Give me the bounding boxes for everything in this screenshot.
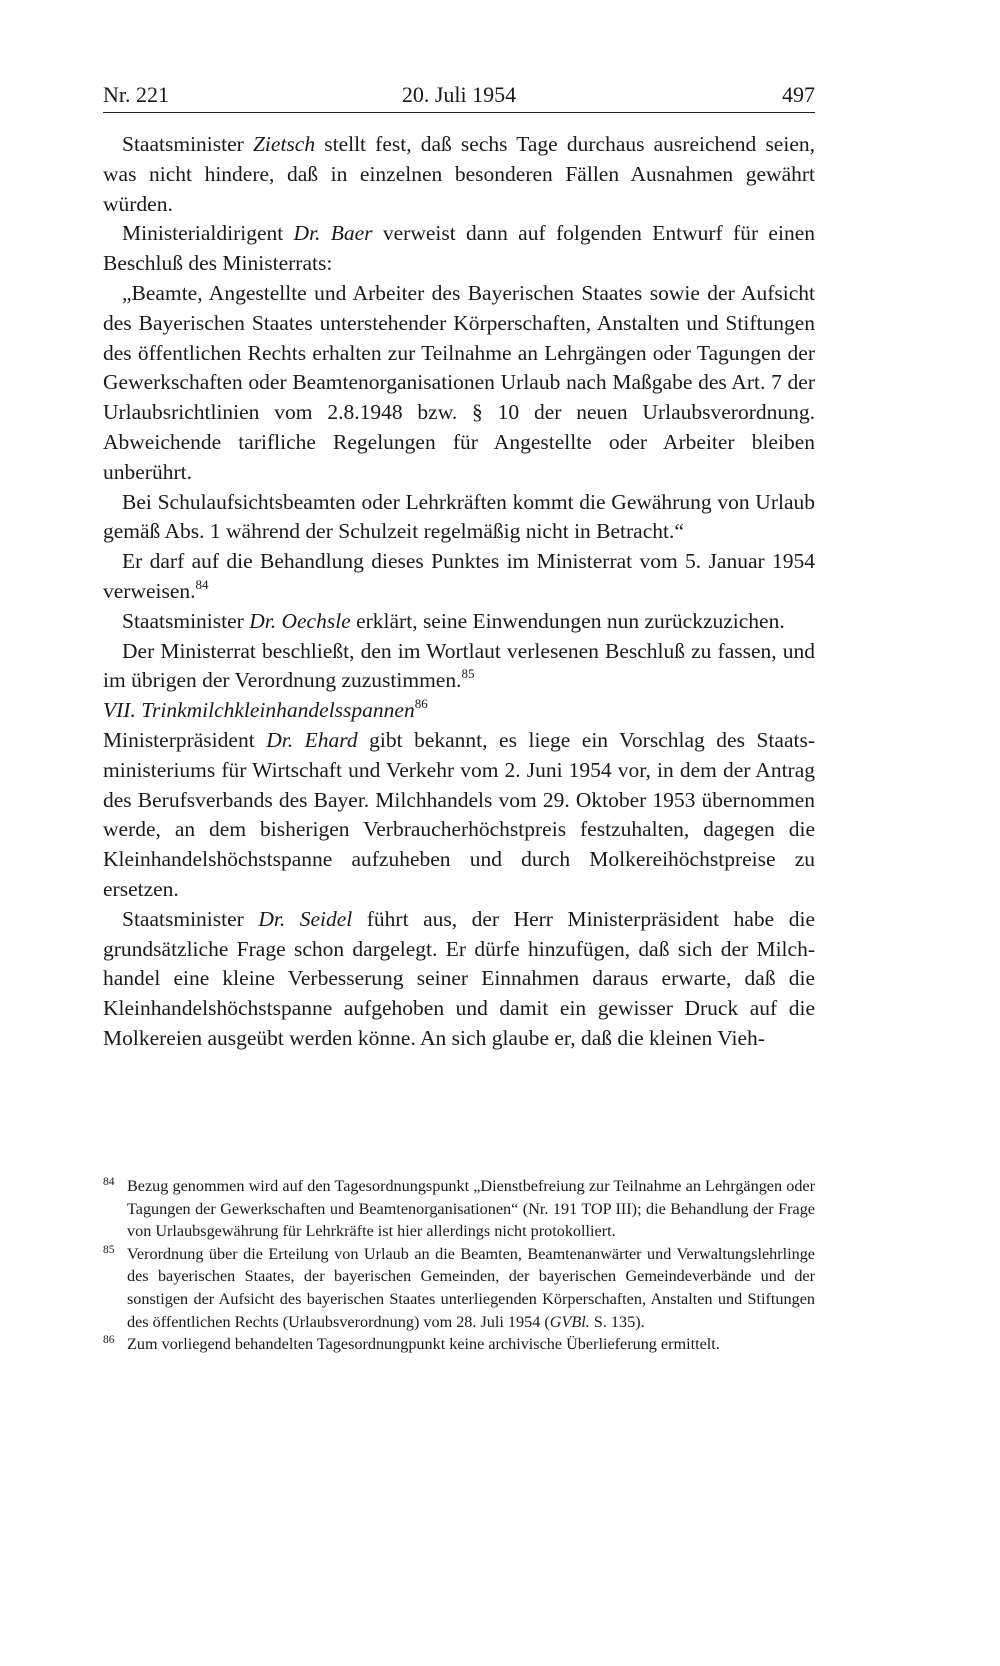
- speaker-name: Dr. Oechsle: [249, 608, 351, 633]
- footnote-number: 86: [103, 1334, 115, 1347]
- paragraph-draft-resolution: „Beamte, Angestellte und Arbeiter des Bayerischen Staates sowie der Aufsicht des Bayerischen Staates unterstehender Körperschaften, Anstalten und Stiftungen des öffentlichen Rechts erhalten zur Teilnahme an Lehrgängen oder Tagungen der Gewerkschaften oder Beamtenorganisationen Urlaub nach Maßgabe des Art. 7 der Urlaubsrichtlinien vom 2.8.1948 bzw. § 10 der neuen Urlaubsverordnung. Abweichende tarifliche Regelungen für Angestellte oder Arbeiter bleiben unberührt.: [103, 280, 815, 484]
- body-text: [103, 130, 815, 1054]
- footnote-number: 85: [103, 1243, 115, 1256]
- footnotes: [103, 1175, 815, 1356]
- footnote-86: 86 Zum vorliegend behandelten Tagesordnungpunkt keine archivische Überlieferung ermittelt.: [103, 1333, 815, 1356]
- document-number: Nr. 221: [103, 82, 169, 107]
- footnote-85: 85 Verordnung über die Erteilung von Urlaub an die Beamten, Beamtenanwärter und Verwaltungslehrlinge des bayerischen Staates, der bayerischen Gemeinden, der bayerischen Gemeindeverbände und der sonstigen der Aufsicht des bayerischen Staates unterliegenden Körperschaften, Anstalten und Stiftungen des öffentlichen Rechts (Urlaubsverordnung) vom 28. Juli 1954 (GVBl. S. 135).: [103, 1243, 815, 1333]
- header-rule: [103, 112, 815, 113]
- speaker-name: Dr. Baer: [293, 221, 373, 246]
- paragraph-baer: Ministerialdirigent Dr. Baer verweist dann auf folgenden Entwurf für einen Beschluß des Ministerrats:: [103, 221, 815, 276]
- speaker-name: Zietsch: [252, 132, 316, 156]
- speaker-name: Dr. Seidel: [258, 906, 353, 931]
- paragraph-oechsle: Staatsminister Dr. Oechsle erklärt, seine Einwendungen nun zurückzuzichen.: [122, 608, 785, 633]
- footnote-84: 84 Bezug genommen wird auf den Tagesordnungspunkt „Dienstbefreiung zur Teilnahme an Lehrgängen oder Tagungen der Gewerkschaften und Beamtenorganisationen“ (Nr. 191 TOP III); die Behandlung der Frage von Urlaubsgewährung für Lehrkräfte ist hier allerdings nicht protokolliert.: [103, 1175, 815, 1243]
- paragraph-seidel: Staatsminister Dr. Seidel führt aus, der Herr Ministerpräsident habe die grundsätzliche Frage schon dargelegt. Er dürfe hinzufügen, daß sich der Milchhandel eine kleine Verbesserung seiner Einnahmen daraus erwarte, daß die Kleinhandelshöchstspanne aufgehoben und damit ein gewisser Druck auf die Molkereien ausgeübt werden könne. An sich glaube er, daß die kleinen Vieh-: [103, 906, 815, 1050]
- section-heading: VII. Trinkmilchkleinhandelsspannen$^{86}$: [103, 696, 428, 723]
- footnote-ref-85[interactable]: 85: [461, 666, 475, 682]
- document-page: [103, 78, 815, 1054]
- footnote-number: 84: [103, 1176, 115, 1188]
- speaker-name: Dr. Ehard: [266, 727, 358, 752]
- running-head: [103, 78, 815, 112]
- paragraph-decision: Der Ministerrat beschließt, den im Wortlaut verlesenen Beschluß zu fassen, und im übrigen der Verordnung zuzustimmen.$^{85}$: [103, 638, 815, 693]
- page-number: 497: [782, 82, 815, 107]
- source-abbreviation: GVBl.: [549, 1312, 590, 1331]
- footnote-ref-84[interactable]: 84: [195, 576, 209, 592]
- paragraph-reference: Er darf auf die Behandlung dieses Punktes im Ministerrat vom 5. Januar 1954 verweisen.$^{84}$: [103, 549, 815, 603]
- footnote-ref-86[interactable]: 86: [414, 696, 428, 712]
- paragraph-ehard: Ministerpräsident Dr. Ehard gibt bekannt, es liege ein Vorschlag des Staatsministeriums für Wirtschaft und Verkehr vom 2. Juni 1954 vor, in dem der Antrag des Berufsverbands des Bayer. Milchhandels vom 29. Oktober 1953 übernommen werde, an dem bisherigen Verbraucherhöchstpreis festzuhalten, dagegen die Kleinhandelshöchstspanne aufzuheben und durch Molkereihöchstpreise zu ersetzen.: [103, 727, 816, 901]
- paragraph-draft-resolution-2: Bei Schulaufsichtsbeamten oder Lehrkräften kommt die Gewährung von Urlaub gemäß Abs. 1 während der Schulzeit regelmäßig nicht in Betracht.“: [103, 489, 815, 544]
- document-date: 20. Juli 1954: [401, 82, 517, 107]
- paragraph-zietsch: Staatsminister Zietsch stellt fest, daß sechs Tage durchaus ausreichend seien, was nicht hindere, daß in einzelnen besonderen Fällen Ausnahmen gewährt würden.: [103, 132, 815, 216]
